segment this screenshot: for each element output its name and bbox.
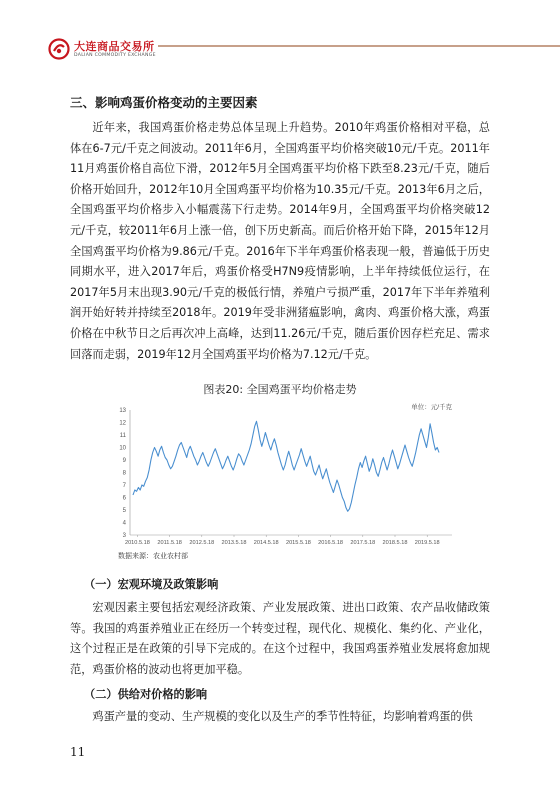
subsection-title-supply: （二）供给对价格的影响 — [84, 688, 208, 701]
page-header — [0, 0, 560, 60]
y-tick-labels — [119, 408, 126, 539]
x-tick-label: 2013.5.18 — [221, 540, 247, 546]
brand-name-en: DALIAN COMMODITY EXCHANGE — [74, 53, 156, 58]
body-paragraph-3: 鸡蛋产量的变动、生产规模的变化以及生产的季节性特征，均影响着鸡蛋的供 — [92, 710, 473, 723]
y-tick-label: 8 — [122, 470, 126, 477]
y-tick-label: 4 — [122, 520, 126, 527]
y-tick-label: 3 — [122, 533, 126, 540]
x-tick-label: 2015.5.18 — [285, 540, 311, 546]
x-tick-label: 2012.5.18 — [189, 540, 215, 546]
brand-name-cn: 大连商品交易所 — [74, 40, 155, 53]
section-title: 三、影响鸡蛋价格变动的主要因素 — [70, 95, 258, 110]
y-tick-label: 5 — [122, 508, 126, 515]
x-tick-label: 2018.5.18 — [382, 540, 408, 546]
x-tick-label: 2010.5.18 — [124, 540, 150, 546]
series-line — [133, 421, 439, 511]
chart-unit-label: 单位：元/千克 — [411, 404, 452, 411]
body-paragraph-2: 宏观因素主要包括宏观经济政策、产业发展政策、进出口政策、农产品收储政策等。我国的鸡蛋养殖业正在经历一个转变过程，现代化、规模化、集约化、产业化，这个过程正是在政策的引导下完成的。在这个过程中，我国鸡蛋养殖业发展将愈加规范，鸡蛋价格的波动也将更加平稳。 — [70, 601, 490, 676]
y-tick-label: 12 — [119, 420, 126, 427]
price-series — [133, 421, 439, 511]
x-tick-label: 2016.5.18 — [318, 540, 344, 546]
chart-source: 数据来源：农业农村部 — [118, 552, 188, 560]
x-tick-label: 2017.5.18 — [350, 540, 376, 546]
x-tick-label: 2019.5.18 — [414, 540, 440, 546]
y-tick-label: 10 — [119, 445, 126, 452]
y-tick-label: 9 — [122, 458, 126, 465]
body-paragraph-1: 近年来，我国鸡蛋价格走势总体呈现上升趋势。2010年鸡蛋价格相对平稳，总体在6-7元/千克之间波动。2011年6月，全国鸡蛋平均价格突破10元/千克。2011年11月鸡蛋价格自高位下滑，2012年5月全国鸡蛋平均价格下跌至8.23元/千克，随后价格开始回升，2012年10月全国鸡蛋平均价格为10.35元/千克。2013年6月之后，全国鸡蛋平均价格步入小幅震荡下行走势。2014年9月，全国鸡蛋平均价格突破12元/千克，较2011年6月上涨一倍，创下历史新高。而后价格开始下降，2015年12月全国鸡蛋平均价格为9.86元/千克。2016年下半年鸡蛋价格表现一般，普遍低于历史同期水平，进入2017年后，鸡蛋价格受H7N9疫情影响，上半年持续低位运行，在2017年5月末出现3.90元/千克的极低行情，养殖户亏损严重，2017年下半年养殖利润开始好转并持续至2018年。2019年受非洲猪瘟影响，禽肉、鸡蛋价格大涨，鸡蛋价格在中秋节日之后再次冲上高峰，达到11.26元/千克，随后蛋价因存栏充足、需求回落而走弱，2019年12月全国鸡蛋平均价格为7.12元/千克。 — [70, 121, 490, 361]
header-divider — [158, 45, 560, 47]
x-tick-label: 2014.5.18 — [253, 540, 279, 546]
x-tick-labels — [122, 533, 440, 546]
egg-price-line-chart — [112, 398, 462, 558]
y-tick-label: 13 — [119, 408, 126, 415]
x-tick-label: 2011.5.18 — [157, 540, 182, 546]
y-tick-label: 7 — [122, 483, 126, 490]
y-tick-label: 6 — [122, 495, 126, 502]
page-number: 11 — [70, 745, 86, 759]
dce-logo-icon — [48, 38, 70, 60]
y-tick-label: 11 — [119, 433, 126, 440]
chart-caption: 图表20: 全国鸡蛋平均价格走势 — [203, 383, 357, 396]
subsection-title-macro: （一）宏观环境及政策影响 — [84, 578, 219, 591]
